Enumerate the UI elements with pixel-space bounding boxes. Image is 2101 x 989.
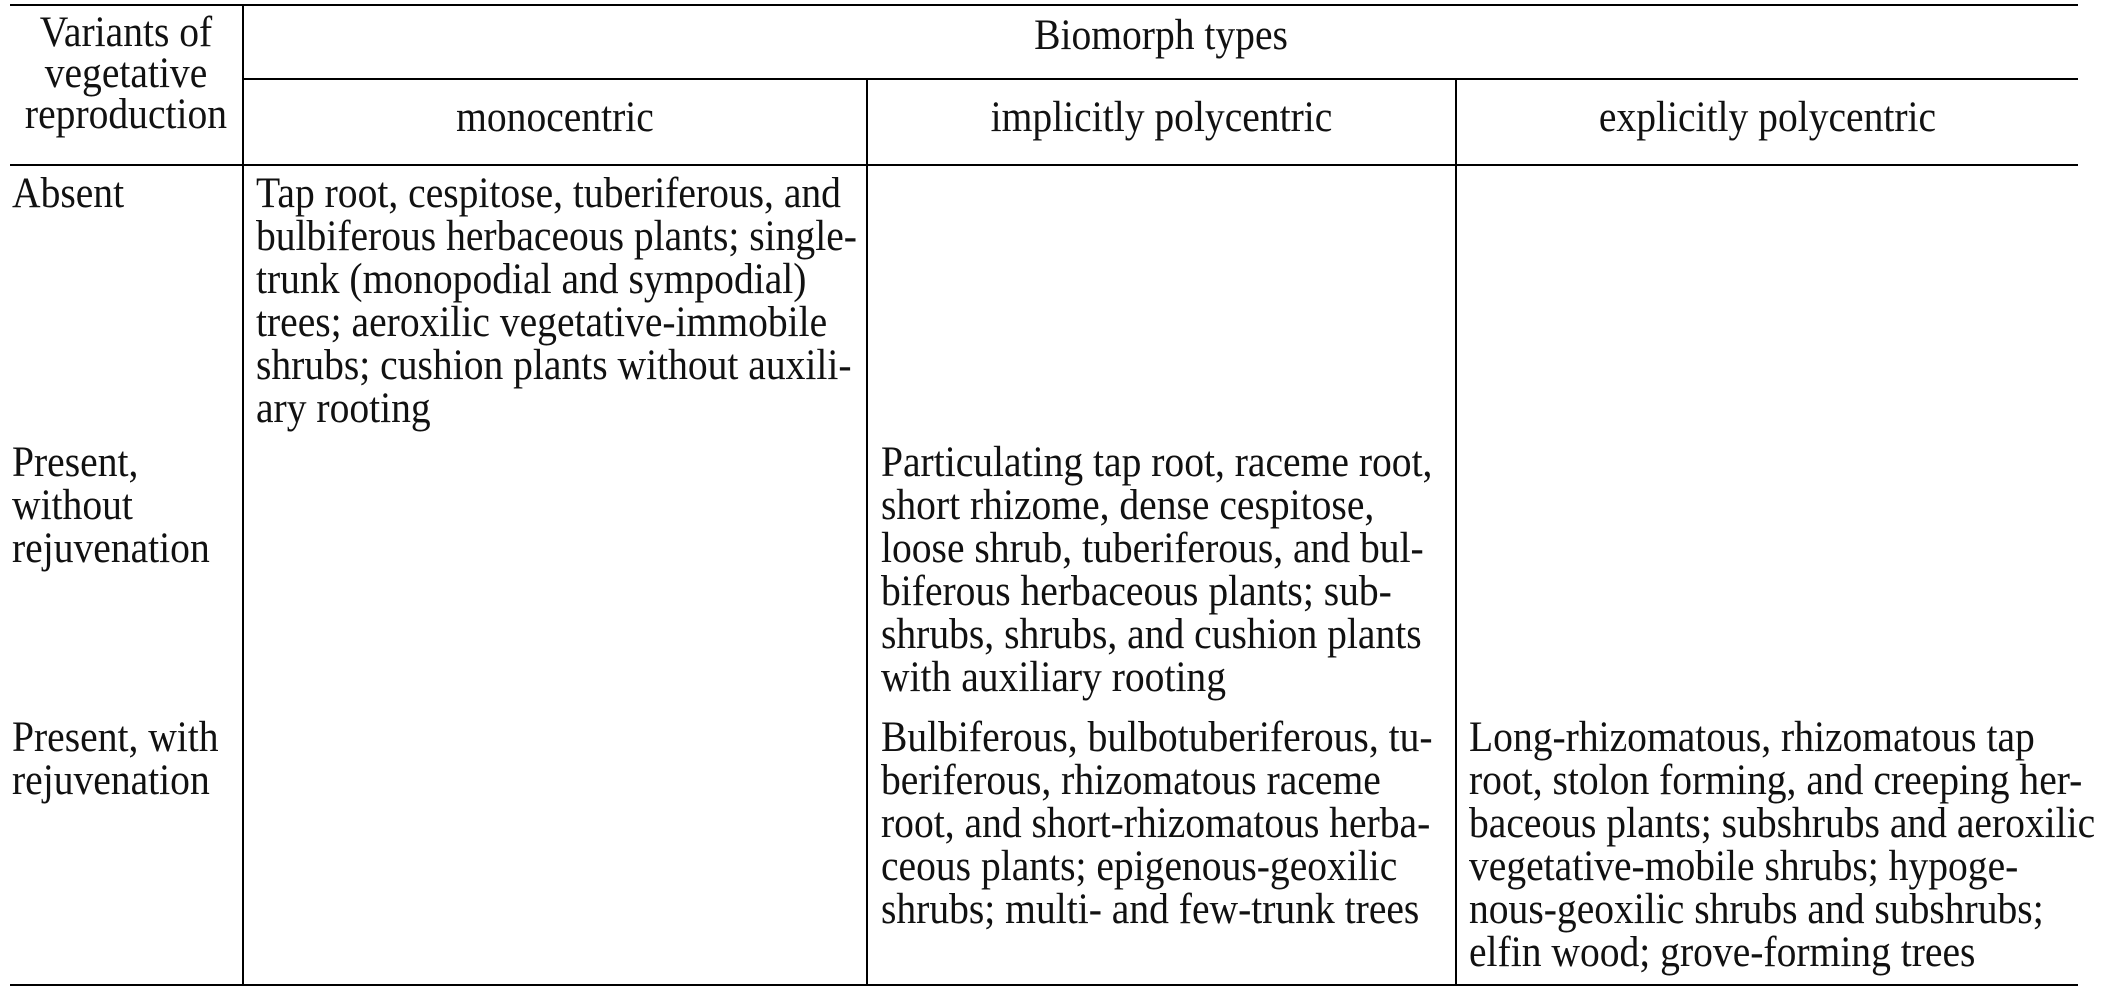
cell-text-line: Particulating tap root, raceme root, — [881, 439, 1433, 486]
table-cell-with-rejuvenation-implicitly-polycentric — [881, 716, 1451, 931]
column-header-label: explicitly polycentric — [1598, 94, 1937, 141]
row-label-present-with-rejuvenation — [12, 716, 240, 802]
group-header-label: Biomorph types — [1034, 12, 1288, 59]
cell-text-line: loose shrub, tuberiferous, and bul- — [881, 525, 1424, 572]
row-header-label-line: Variants of — [39, 9, 213, 56]
row-header-label-line: vegetative — [44, 50, 208, 97]
table-cell-absent-monocentric — [256, 172, 862, 430]
table-cell-without-rejuvenation-implicitly-polycentric — [881, 441, 1451, 699]
table-top-rule — [10, 4, 2078, 6]
cell-text-line: baceous plants; subshrubs and aeroxilic — [1469, 800, 2096, 847]
cell-text-line: bulbiferous herbaceous plants; single- — [256, 213, 857, 260]
row-label-line: rejuvenation — [12, 757, 210, 804]
cell-text-line: nous-geoxilic shrubs and subshrubs; — [1469, 886, 2044, 933]
row-label-line: Present, with — [12, 714, 219, 761]
cell-text-line: Bulbiferous, bulbotuberiferous, tu- — [881, 714, 1433, 761]
cell-text-line: vegetative-mobile shrubs; hypoge- — [1469, 843, 2019, 890]
cell-text-line: ceous plants; epigenous-geoxilic — [881, 843, 1398, 890]
table-cell-with-rejuvenation-explicitly-polycentric — [1469, 714, 2096, 976]
column-header-implicitly-polycentric — [868, 96, 1455, 139]
cell-text-line: shrubs, shrubs, and cushion plants — [881, 611, 1422, 658]
column-header-label: monocentric — [456, 94, 654, 141]
column-header-explicitly-polycentric — [1457, 96, 2078, 139]
column-divider-3 — [1455, 78, 1457, 986]
cell-text-line: root, stolon forming, and creeping her- — [1469, 757, 2083, 804]
column-header-label: implicitly polycentric — [990, 94, 1333, 141]
cell-text-line: short rhizome, dense cespitose, — [881, 482, 1375, 529]
row-label-line: Absent — [12, 170, 125, 217]
cell-text-line: ary rooting — [256, 385, 431, 432]
row-header-label — [10, 9, 242, 138]
table-bottom-rule — [10, 984, 2078, 986]
cell-text-line: root, and short-rhizomatous herba- — [881, 800, 1431, 847]
group-header — [244, 14, 2078, 57]
column-divider-2 — [866, 78, 868, 986]
row-label-line: Present, — [12, 439, 139, 486]
cell-text-line: Long-rhizomatous, rhizomatous tap — [1469, 714, 2035, 761]
cell-text-line: trees; aeroxilic vegetative-immobile — [256, 299, 828, 346]
cell-text-line: shrubs; multi- and few-trunk trees — [881, 886, 1420, 933]
cell-text-line: biferous herbaceous plants; sub- — [881, 568, 1392, 615]
cell-text-line: with auxiliary rooting — [881, 654, 1226, 701]
row-label-absent — [12, 172, 240, 215]
group-header-rule — [243, 78, 2078, 80]
column-header-monocentric — [244, 96, 866, 139]
column-divider-1 — [242, 4, 244, 986]
row-label-line: without — [12, 482, 133, 529]
cell-text-line: elfin wood; grove-forming trees — [1469, 929, 1976, 976]
cell-text-line: Tap root, cespitose, tuberiferous, and — [256, 170, 841, 217]
row-header-label-line: reproduction — [24, 91, 228, 138]
row-label-present-without-rejuvenation — [12, 441, 240, 570]
row-label-line: rejuvenation — [12, 525, 210, 572]
cell-text-line: shrubs; cushion plants without auxili- — [256, 342, 852, 389]
cell-text-line: trunk (monopodial and sympodial) — [256, 256, 807, 303]
header-bottom-rule — [10, 164, 2078, 166]
cell-text-line: beriferous, rhizomatous raceme — [881, 757, 1381, 804]
